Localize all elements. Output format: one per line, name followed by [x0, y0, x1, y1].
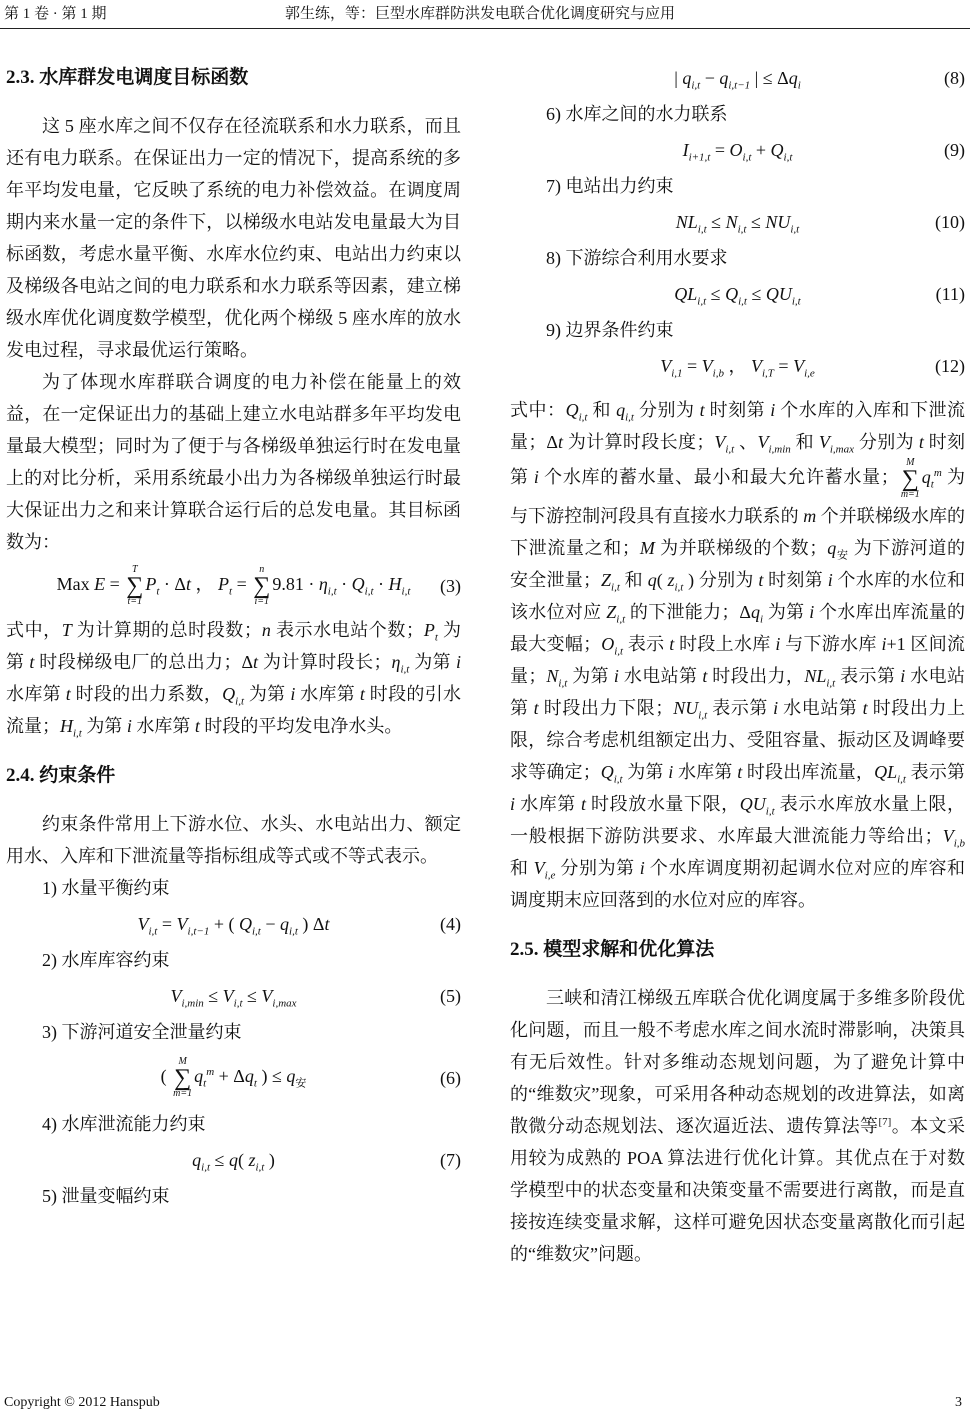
page-number: 3 [955, 1395, 962, 1410]
constraint-label: 2) 水库库容约束 [42, 950, 170, 970]
constraint-label: 5) 泄量变幅约束 [42, 1186, 170, 1206]
section-heading-2-3: 2.3. 水库群发电调度目标函数 [6, 67, 249, 88]
equation-9 [510, 130, 965, 170]
equation-number: (9) [944, 140, 965, 160]
equation-body: $V_{i,min} \le V_{i,t} \le V_{i,max}$ [170, 986, 297, 1010]
copyright-footer: Copyright © 2012 Hanspub [4, 1395, 160, 1410]
section-heading-2-4: 2.4. 约束条件 [6, 765, 116, 786]
equation-body: ( M ∑ m=1 $q_t^m + \Delta q_t$ ) ≤ $q_安$ [160, 1056, 307, 1099]
equation-number: (4) [440, 914, 461, 934]
equation-12 [510, 346, 965, 386]
constraint-label: 3) 下游河道安全泄量约束 [42, 1022, 242, 1042]
equation-10 [510, 202, 965, 242]
equation-number: (11) [935, 284, 965, 304]
paragraph: 这 5 座水库之间不仅存在径流联系和水力联系，而且还有电力联系。在保证出力一定的情况下，提高系统的多年平均发电量，它反映了系统的电力补偿效益。在调度周期内来水量一定的条件下，以梯级水电站发电量最大为目标函数，考虑水量平衡、水库水位约束、电站出力约束以及梯级各电站之间的电力联系和水力联系等因素，建立梯级水库优化调度数学模型，优化两个梯级 5 座水库的放水发电过程，寻求最优运行策略。 [6, 116, 461, 360]
equation-body: $q_{i,t} \le q$( $z_{i,t}$ ) [192, 1150, 275, 1174]
left-column [6, 62, 461, 1212]
equation-3 [6, 558, 461, 614]
equation-number: (10) [935, 212, 965, 232]
equation-8 [510, 58, 965, 98]
constraint-label: 7) 电站出力约束 [546, 176, 674, 196]
equation-body: $NL_{i,t} \le N_{i,t} \le NU_{i,t}$ [675, 212, 800, 236]
header-rule [0, 28, 970, 29]
equation-6 [6, 1048, 461, 1108]
constraint-label: 1) 水量平衡约束 [42, 878, 170, 898]
constraint-label: 9) 边界条件约束 [546, 320, 674, 340]
right-column [510, 58, 965, 1270]
equation-5 [6, 976, 461, 1016]
constraint-label: 8) 下游综合利用水要求 [546, 248, 728, 268]
equation-body: $V_{i,t} = V_{i,t-1}$ + ( $Q_{i,t} - q_{i,t}$ ) Δt [137, 914, 330, 938]
paragraph: 约束条件常用上下游水位、水头、水电站出力、额定用水、入库和下泄流量等指标组成等式或不等式表示。 [6, 814, 461, 866]
running-header-title: 郭生练，等：巨型水库群防洪发电联合优化调度研究与应用 [285, 6, 676, 22]
equation-4 [6, 904, 461, 944]
equation-number: (3) [440, 576, 461, 596]
equation-body: Max E = T ∑ t=1 $P_t \cdot \Delta t$ ， $P_t$ = n ∑ i=1 $9.81 \cdot \eta_{i,t} \cdot Q_{i,t} \cdot H_{i,t}$ [56, 564, 411, 607]
equation-11 [510, 274, 965, 314]
equation-body: | $q_{i,t} - q_{i,t-1}$ | ≤ $\Delta q_i$ [674, 68, 801, 92]
paragraph: 式中：$Q_{i,t}$ 和 $q_{i,t}$ 分别为 t 时刻第 i 个水库的入库和下泄流量；Δt 为计算时段长度；$V_{i,t}$ 、$V_{i,min}$ 和 $V_{i,max}$ 分别为 t 时刻第 i 个水库的蓄水量、最小和最大允许蓄水量； M ∑ m=1 $q_t^m$ 为与下游控制河段具有直接水力联系的 m 个并联梯级水库的下泄流量之和；M 为并联梯级的个数；$q_安$ 为下游河道的安全泄量；$Z_{i,t}$ 和 q( $z_{i,t}$ ) 分别为 t 时刻第 i 个水库的水位和该水位对应 $Z_{i,t}$ 的下泄能力；$\Delta q_i$ 为第 i 个水库出库流量的最大变幅；$O_{i,t}$ 表示 t 时段上水库 i 与下游水库 i+1 区间流量；$N_{i,t}$ 为第 i 水电站第 t 时段出力，$NL_{i,t}$ 表示第 i 水电站第 t 时段出力下限；$NU_{i,t}$ 表示第 i 水电站第 t 时段出力上限，综合考虑机组额定出力、受阻容量、振动区及调峰要求等确定；$Q_{i,t}$ 为第 i 水库第 t 时段出库流量，$QL_{i,t}$ 表示第 i 水库第 t 时段放水量下限，$QU_{i,t}$ 表示水库放水量上限，一般根据下游防洪要求、水库最大泄流能力等给出；$V_{i,b}$ 和 $V_{i,e}$ 分别为第 i 个水库调度期初起调水位对应的库容和调度期末应回落到的水位对应的库容。 [510, 400, 966, 910]
running-header-volume: 第 1 卷 · 第 1 期 [4, 6, 107, 22]
equation-number: (7) [440, 1150, 461, 1170]
paragraph: 为了体现水库群联合调度的电力补偿在能量上的效益，在一定保证出力的基础上建立水电站群多年平均发电量最大模型；同时为了便于与各梯级单独运行时在发电量上的对比分析，采用系统最小出力为各梯级单独运行时最大保证出力之和来计算联合运行后的总发电量。其目标函数为： [6, 372, 461, 552]
equation-7 [6, 1140, 461, 1180]
equation-body: $QL_{i,t} \le Q_{i,t} \le QU_{i,t}$ [674, 284, 801, 308]
constraint-label: 4) 水库泄流能力约束 [42, 1114, 206, 1134]
equation-number: (12) [935, 356, 965, 376]
section-heading-2-5: 2.5. 模型求解和优化算法 [510, 939, 715, 960]
equation-body: $V_{i,1} = V_{i,b}$ ， $V_{i,T} = V_{i,e}$ [660, 356, 815, 380]
equation-body: $I_{i+1,t} = O_{i,t} + Q_{i,t}$ [682, 140, 793, 164]
equation-number: (5) [440, 986, 461, 1006]
equation-number: (6) [440, 1068, 461, 1088]
paragraph: 三峡和清江梯级五库联合优化调度属于多维多阶段优化问题，而且一般不考虑水库之间水流时滞影响，决策具有无后效性。针对多维动态规划问题，为了避免计算中的“维数灾”现象，可采用各种动态规划的改进算法，如离散微分动态规划法、逐次逼近法、遗传算法等[7]。本文采用较为成熟的 POA 算法进行优化计算。其优点在于对数学模型中的状态变量和决策变量不需要进行离散，而是直接按连续变量求解，这样可避免因状态变量离散化而引起的“维数灾”问题。 [510, 988, 966, 1264]
constraint-label: 6) 水库之间的水力联系 [546, 104, 728, 124]
equation-number: (8) [944, 68, 965, 88]
paragraph: 式中，T 为计算期的总时段数；n 表示水电站个数；$P_t$ 为第 t 时段梯级电厂的总出力；Δt 为计算时段长；$\eta_{i,t}$ 为第 i 水库第 t 时段的出力系数，$Q_{i,t}$ 为第 i 水库第 t 时段的引水流量；$H_{i,t}$ 为第 i 水库第 t 时段的平均发电净水头。 [6, 620, 462, 740]
